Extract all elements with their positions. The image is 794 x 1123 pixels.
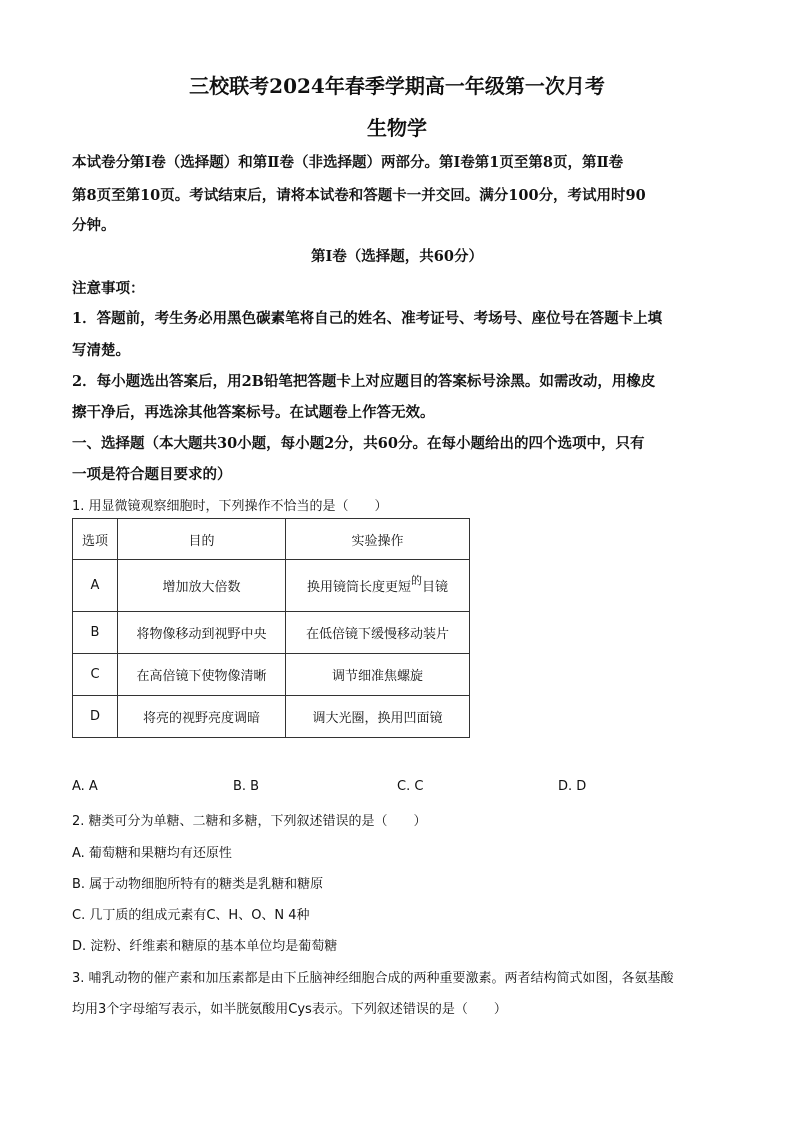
table-cell-operation: 调节细准焦螺旋 [286,654,470,696]
notes-heading: 注意事项： [72,280,145,297]
q2-option-b: B. 属于动物细胞所特有的糖类是乳糖和糖原 [72,877,324,892]
q1-choice-a: A. A [72,779,98,794]
q1-choice-d: D. D [558,779,587,794]
note-2-line-1: 2．每小题选出答案后，用2B铅笔把答题卡上对应题目的答案标号涂黑。如需改动，用橡皮 [72,373,656,390]
table-cell-purpose: 在高倍镜下使物像清晰 [118,654,286,696]
exam-title: 三校联考2024年春季学期高一年级第一次月考 [189,74,605,98]
q2-option-c: C. 几丁质的组成元素有C、H、O、N 4种 [72,908,310,923]
table-cell-option: A [73,560,118,612]
q1-stem: 1. 用显微镜观察细胞时，下列操作不恰当的是（ ） [72,499,388,514]
q2-option-a: A. 葡萄糖和果糖均有还原性 [72,846,232,861]
q1-choice-c: C. C [397,779,424,794]
part1-line-2: 一项是符合题目要求的） [72,466,232,483]
table-row [73,696,470,738]
table-cell-operation: 在低倍镜下缓慢移动装片 [286,612,470,654]
table-header-cell: 目的 [118,519,286,560]
note-2-line-2: 擦干净后，再选涂其他答案标号。在试题卷上作答无效。 [72,404,435,421]
table-cell-purpose: 增加放大倍数 [118,560,286,612]
note-1-line-2: 写清楚。 [72,342,130,359]
operation-superscript: 的 [411,574,422,587]
table-row [73,612,470,654]
table-cell-option: C [73,654,118,696]
subject-title: 生物学 [367,116,427,140]
q3-stem-line-2: 均用3个字母缩写表示，如半胱氨酸用Cys表示。下列叙述错误的是（ ） [72,1002,507,1017]
q1-table [72,518,470,738]
table-cell-operation [286,560,470,612]
q2-option-d: D. 淀粉、纤维素和糖原的基本单位均是葡萄糖 [72,939,338,954]
table-cell-purpose: 将物像移动到视野中央 [118,612,286,654]
table-header-cell: 选项 [73,519,118,560]
table-cell-operation: 调大光圈，换用凹面镜 [286,696,470,738]
section-title: 第Ⅰ卷（选择题，共60分） [311,248,483,265]
q3-stem-line-1: 3. 哺乳动物的催产素和加压素都是由下丘脑神经细胞合成的两种重要激素。两者结构简式如图，各氨基酸 [72,971,674,986]
q2-stem: 2. 糖类可分为单糖、二糖和多糖，下列叙述错误的是（ ） [72,814,427,829]
q1-choice-b: B. B [233,779,260,794]
note-1-line-1: 1．答题前，考生务必用黑色碳素笔将自己的姓名、准考证号、考场号、座位号在答题卡上填 [72,310,663,327]
table-cell-purpose: 将亮的视野亮度调暗 [118,696,286,738]
intro-line-1: 本试卷分第Ⅰ卷（选择题）和第Ⅱ卷（非选择题）两部分。第Ⅰ卷第1页至第8页，第Ⅱ卷 [72,154,624,171]
table-header-row [73,519,470,560]
table-row [73,560,470,612]
intro-line-3: 分钟。 [72,217,116,234]
table-header-cell: 实验操作 [286,519,470,560]
table-row [73,654,470,696]
intro-line-2: 第8页至第10页。考试结束后，请将本试卷和答题卡一并交回。满分100分，考试用时90 [72,187,646,204]
part1-line-1: 一、选择题（本大题共30小题，每小题2分，共60分。在每小题给出的四个选项中，只有 [72,435,645,452]
operation-text: 目镜 [422,580,449,595]
table-cell-option: D [73,696,118,738]
table-cell-option: B [73,612,118,654]
operation-text: 换用镜筒长度更短 [306,580,411,595]
